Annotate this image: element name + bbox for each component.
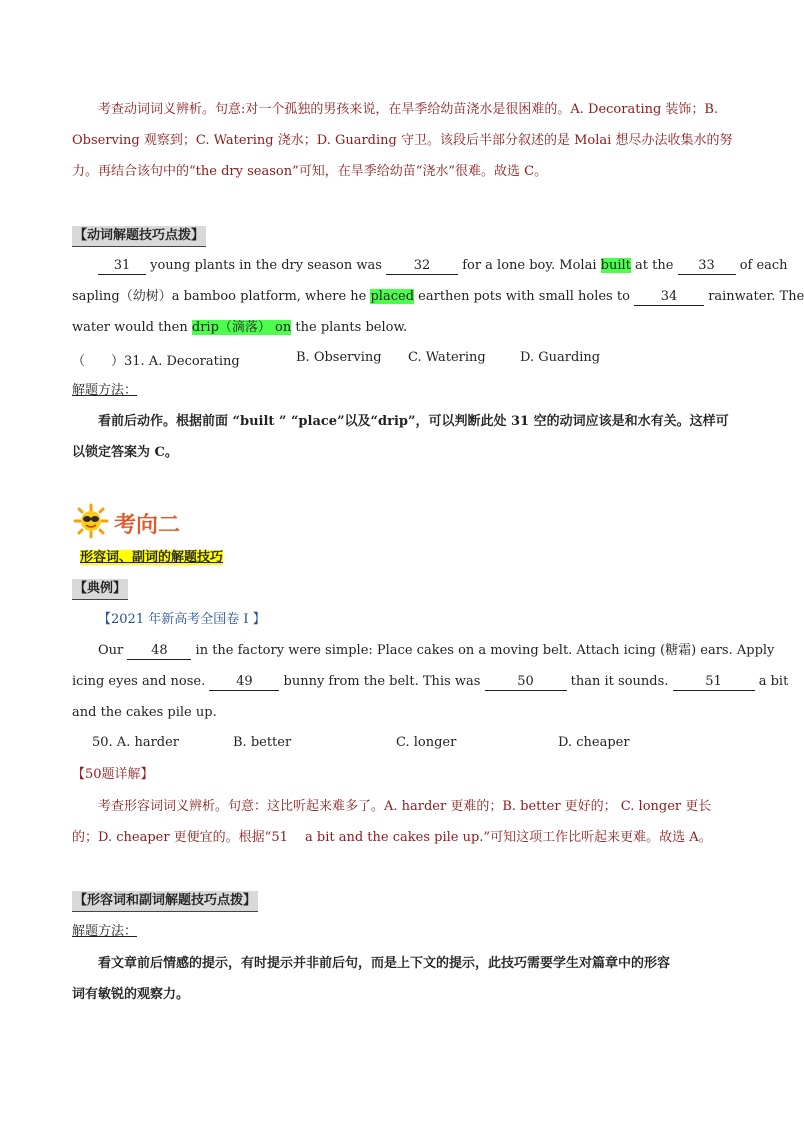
blank-34: 34: [634, 289, 704, 306]
adj-detail-line-2: 的；D. cheaper 更便宜的。根据“51 a bit and the cakes pile up.”可知这项工作比听起来更难。故选 A。: [72, 830, 712, 845]
option-c-50: C. longer: [396, 735, 457, 750]
verb-method-label: 解题方法：: [72, 383, 138, 398]
option-a-31: （ ）31. A. Decorating: [72, 354, 240, 369]
option-a-50: 50. A. harder: [92, 735, 180, 750]
highlight-drip: drip（滴落） on: [191, 320, 292, 335]
passage-text: Our: [98, 643, 124, 658]
passage-text: the plants below.: [295, 320, 408, 335]
blank-51: 51: [673, 674, 755, 691]
adj-passage-line-1: [98, 641, 775, 661]
passage-text: icing eyes and nose.: [72, 674, 206, 689]
blank-49: 49: [209, 674, 279, 691]
section-heading: [72, 503, 180, 543]
adj-tips-tag: 【形容词和副词解题技巧点拨】: [72, 891, 258, 912]
highlight-built: built: [600, 258, 631, 273]
verb-method-line-1: 看前后动作。根据前面 “built ” “place”以及“drip”，可以判断此处 31 空的动词应该是和水有关。这样可: [98, 414, 729, 429]
verb-detail-line-2: Observing 观察到；C. Watering 浇水；D. Guarding 守卫。该段后半部分叙述的是 Molai 想尽办法收集水的努: [72, 133, 733, 148]
option-d-50: D. cheaper: [558, 735, 630, 750]
passage-text: in the factory were simple: Place cakes on a moving belt. Attach icing (糖霜) ears. Apply: [195, 643, 775, 658]
example-tag-row: [72, 579, 722, 600]
example-tag: 【典例】: [72, 579, 128, 600]
adj-passage-line-3: and the cakes pile up.: [72, 705, 217, 720]
blank-50: 50: [485, 674, 567, 691]
option-b-31: B. Observing: [296, 350, 382, 365]
passage-text: water would then: [72, 320, 188, 335]
passage-text: earthen pots with small holes to: [418, 289, 630, 304]
passage-text: a bit: [758, 674, 789, 689]
adj-passage-line-2: [72, 672, 789, 692]
adj-detail-line-1: 考查形容词词义辨析。句意：这比听起来难多了。A. harder 更难的；B. better 更好的； C. longer 更长: [98, 799, 712, 814]
passage-text: for a lone boy. Molai: [462, 258, 597, 273]
section-title: 考向二: [114, 512, 181, 538]
adj-method-label-row: [72, 922, 722, 942]
passage-text: rainwater. The: [708, 289, 804, 304]
detail-tag-50: 【50题详解】: [72, 767, 154, 782]
passage-text: bunny from the belt. This was: [283, 674, 481, 689]
verb-passage-line-2: [72, 287, 804, 307]
adj-tips-tag-row: [72, 891, 722, 912]
verb-method-line-2: 以锁定答案为 C。: [72, 445, 178, 460]
passage-text: young plants in the dry season was: [150, 258, 382, 273]
passage-text: at the: [635, 258, 674, 273]
verb-detail-line-3: 力。再结合该句中的“the dry season”可知，在旱季给幼苗“浇水”很难。故选 C。: [72, 164, 548, 179]
section-subtitle-row: [80, 548, 722, 568]
option-c-31: C. Watering: [408, 350, 486, 365]
passage-text: than it sounds.: [570, 674, 669, 689]
highlight-placed: placed: [370, 289, 415, 304]
adj-method-line-1: 看文章前后情感的提示，有时提示并非前后句，而是上下文的提示，此技巧需要学生对篇章中的形容: [98, 956, 671, 971]
adj-method-label: 解题方法：: [72, 924, 138, 939]
verb-passage-line-1: [98, 256, 788, 276]
verb-tips-tag-row: [72, 226, 722, 247]
blank-48: 48: [127, 643, 191, 660]
blank-32: 32: [386, 258, 458, 275]
passage-text: of each: [739, 258, 788, 273]
source-label: 【2021 年新高考全国卷 I 】: [98, 612, 266, 627]
verb-passage-line-3: [72, 318, 722, 338]
passage-text: sapling（幼树）a bamboo platform, where he: [72, 289, 367, 304]
adj-method-line-2: 词有敏锐的观察力。: [72, 987, 190, 1002]
blank-31: 31: [98, 258, 146, 275]
sun-with-sunglasses-icon: [72, 503, 110, 543]
section-subtitle: 形容词、副词的解题技巧: [80, 550, 224, 565]
verb-method-label-row: [72, 381, 722, 401]
option-d-31: D. Guarding: [520, 350, 601, 365]
option-b-50: B. better: [233, 735, 292, 750]
verb-tips-tag: 【动词解题技巧点拨】: [72, 226, 206, 247]
blank-33: 33: [678, 258, 736, 275]
verb-detail-line-1: 考查动词词义辨析。句意:对一个孤独的男孩来说，在旱季给幼苗浇水是很困难的。A. Decorating 装饰；B.: [98, 102, 719, 117]
